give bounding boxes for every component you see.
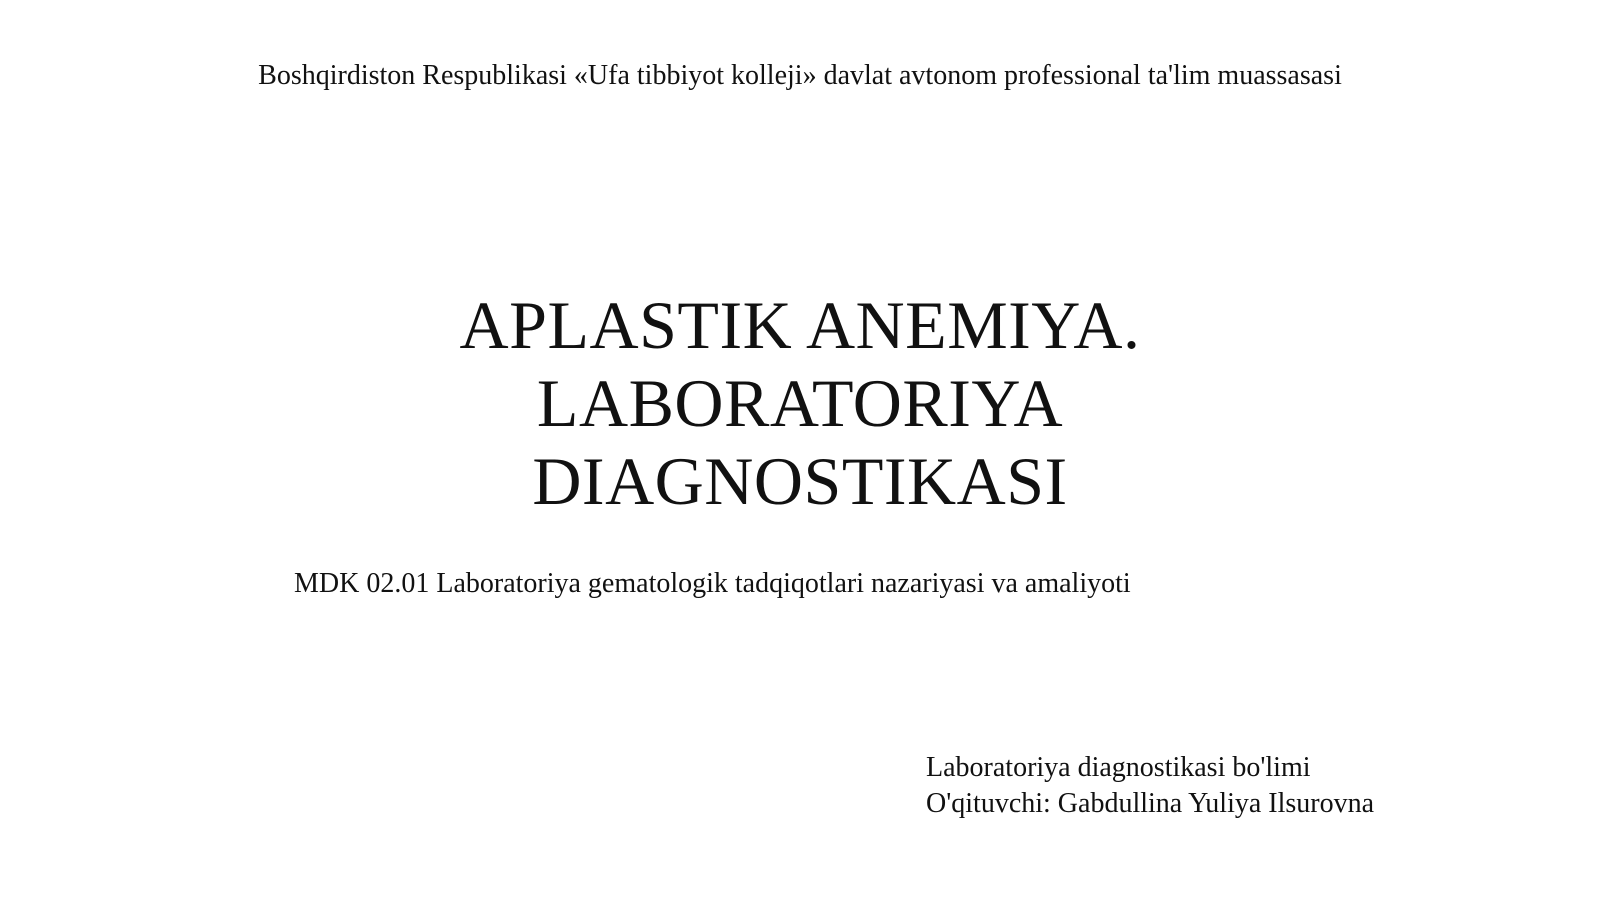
department-name: Laboratoriya diagnostikasi bo'limi (926, 752, 1311, 783)
author-block (926, 750, 1566, 822)
teacher-name: O'qituvchi: Gabdullina Yuliya Ilsurovna (926, 788, 1375, 819)
course-subtitle: MDK 02.01 Laboratoriya gematologik tadqiqotlari nazariyasi va amaliyoti (294, 568, 1131, 599)
slide-title (300, 286, 1300, 520)
institution-name: Boshqirdiston Respublikasi «Ufa tibbiyot kolleji» davlat avtonom professional ta'lim muassasasi (258, 60, 1342, 91)
title-line-3: DIAGNOSTIKASI (532, 443, 1068, 519)
title-line-2: LABORATORIYA (536, 365, 1064, 441)
title-line-1: APLASTIK ANEMIYA. (459, 287, 1141, 363)
